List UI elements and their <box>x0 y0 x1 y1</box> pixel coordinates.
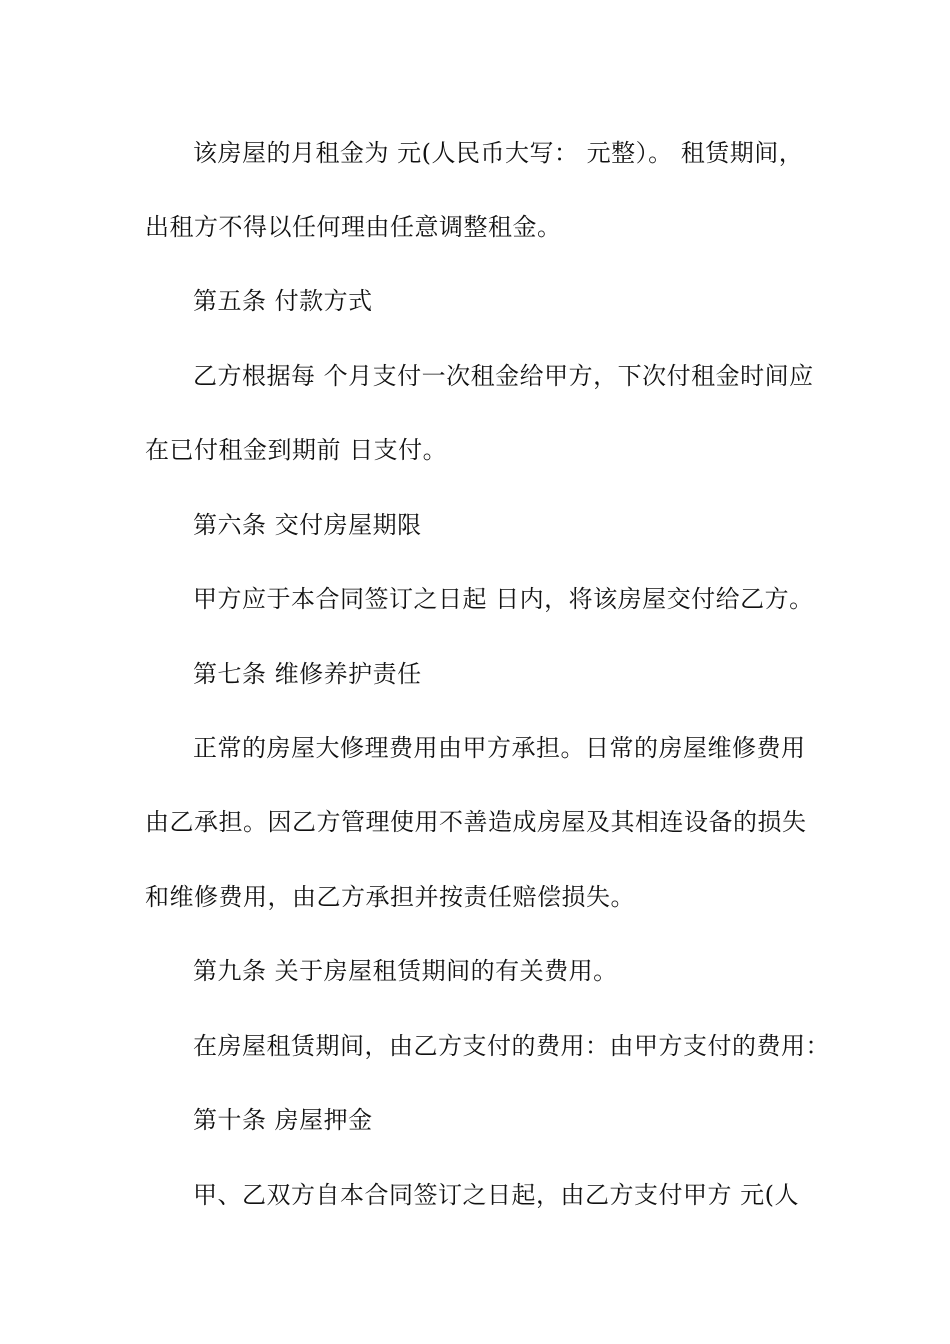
paragraph-line: 乙方根据每 个月支付一次租金给甲方，下次付租金时间应 <box>193 362 814 390</box>
paragraph-line: 甲、乙双方自本合同签订之日起，由乙方支付甲方 元(人 <box>193 1181 799 1209</box>
paragraph-line: 出租方不得以任何理由任意调整租金。 <box>145 213 562 241</box>
article-heading: 第六条 交付房屋期限 <box>193 511 422 539</box>
article-heading: 第十条 房屋押金 <box>193 1106 373 1134</box>
article-heading: 第五条 付款方式 <box>193 287 373 315</box>
paragraph-line: 在房屋租赁期间，由乙方支付的费用：由甲方支付的费用： <box>193 1032 830 1060</box>
paragraph-line: 正常的房屋大修理费用由甲方承担。日常的房屋维修费用 <box>193 734 806 762</box>
article-heading: 第九条 关于房屋租赁期间的有关费用。 <box>193 957 618 985</box>
paragraph-line: 在已付租金到期前 日支付。 <box>145 436 448 464</box>
paragraph-line: 甲方应于本合同签订之日起 日内，将该房屋交付给乙方。 <box>193 585 814 613</box>
paragraph-line: 和维修费用，由乙方承担并按责任赔偿损失。 <box>145 883 635 911</box>
paragraph-line: 由乙承担。因乙方管理使用不善造成房屋及其相连设备的损失 <box>145 808 807 836</box>
article-heading: 第七条 维修养护责任 <box>193 660 422 688</box>
paragraph-line: 该房屋的月租金为 元(人民币大写： 元整）。 租赁期间， <box>193 139 804 167</box>
